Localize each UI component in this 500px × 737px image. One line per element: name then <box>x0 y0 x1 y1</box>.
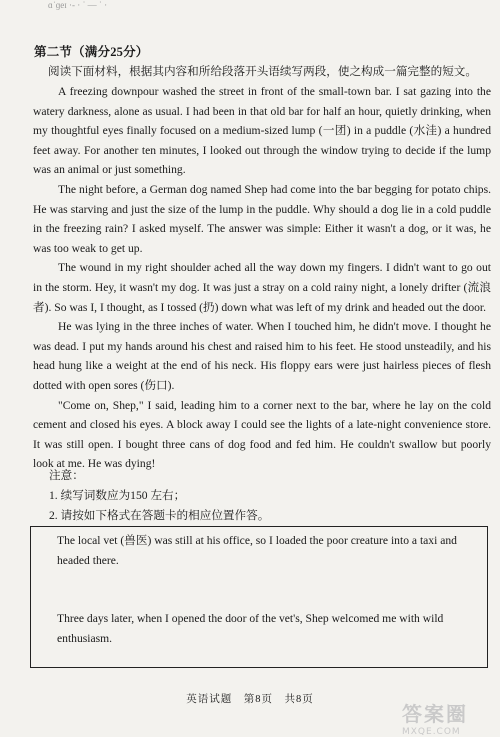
passage-paragraph-4: He was lying in the three inches of water. When I touched him, he didn't move. I thought he was dead. I put my hands around his chest and raised him to his feet. He stood unsteadily, and his head hung like a weight at the end of his neck. His floppy ears were just hairless pieces of flesh dotted with open sores (伤口). <box>33 320 491 392</box>
watermark-logo-text: 答案圈 <box>402 702 468 726</box>
instruction-text: 阅读下面材料，根据其内容和所给段落开头语续写两段，使之构成一篇完整的短文。 <box>48 65 477 78</box>
passage-paragraph-1: A freezing downpour washed the street in front of the small-town bar. I sat gazing into the watery darkness, alone as usual. I had been in that old bar for half an hour, quietly drinking, when my thoughtful eyes finally focused on a medium-sized lump (一团) in a puddle (水洼) a hundred feet away. For another ten minutes, I looked out through the window trying to decide if the lump was an animal or just something. <box>33 85 491 177</box>
continuation-opening-1: The local vet (兽医) was still at his office, so I loaded the poor creature into a taxi and headed there. <box>57 534 457 567</box>
reading-passage <box>33 82 491 474</box>
section-title: 第二节（满分25分） <box>34 45 149 59</box>
note-item-1: 1. 续写词数应为150 左右； <box>49 489 186 502</box>
passage-paragraph-3: The wound in my right shoulder ached all the way down my fingers. I didn't want to go out in the storm. Hey, it wasn't my dog. It was just a stray on a cold rainy night, a lonely drifter (流浪者). So was I, I thought, as I tossed (扔) down what was left of my drink and headed out the door. <box>33 261 491 314</box>
continuation-opening-2: Three days later, when I opened the door of the vet's, Shep welcomed me with wild enthusiasm. <box>57 612 444 645</box>
notes-section <box>49 466 489 526</box>
watermark-logo <box>402 698 492 737</box>
note-item-2: 2. 请按如下格式在答题卡的相应位置作答。 <box>49 509 270 522</box>
answer-box <box>30 526 488 668</box>
faint-top-mark: ɑˈɡeɪ ·- · ˙ — ˙ · <box>48 0 108 10</box>
passage-paragraph-2: The night before, a German dog named Shep had come into the bar begging for potato chips. He was starving and just the size of the lump in the puddle. Why should a dog lie in a cold puddle in the freezing rain? I asked myself. The answer was simple: Either it wasn't a dog, or it was, he was too weak to get up. <box>33 182 491 255</box>
notes-heading: 注意： <box>49 469 84 482</box>
page-footer: 英语试题 第8页 共8页 <box>186 694 314 705</box>
passage-paragraph-5: "Come on, Shep," I said, leading him to a corner next to the bar, where he lay on the cold cement and closed his eyes. A block away I could see the lights of a late-night convenience store. It was still open. I bought three cans of dog food and fed him. He couldn't swallow but poorly look at me. He was dying! <box>33 398 491 471</box>
watermark-logo-url: MXQE.COM <box>402 727 461 737</box>
